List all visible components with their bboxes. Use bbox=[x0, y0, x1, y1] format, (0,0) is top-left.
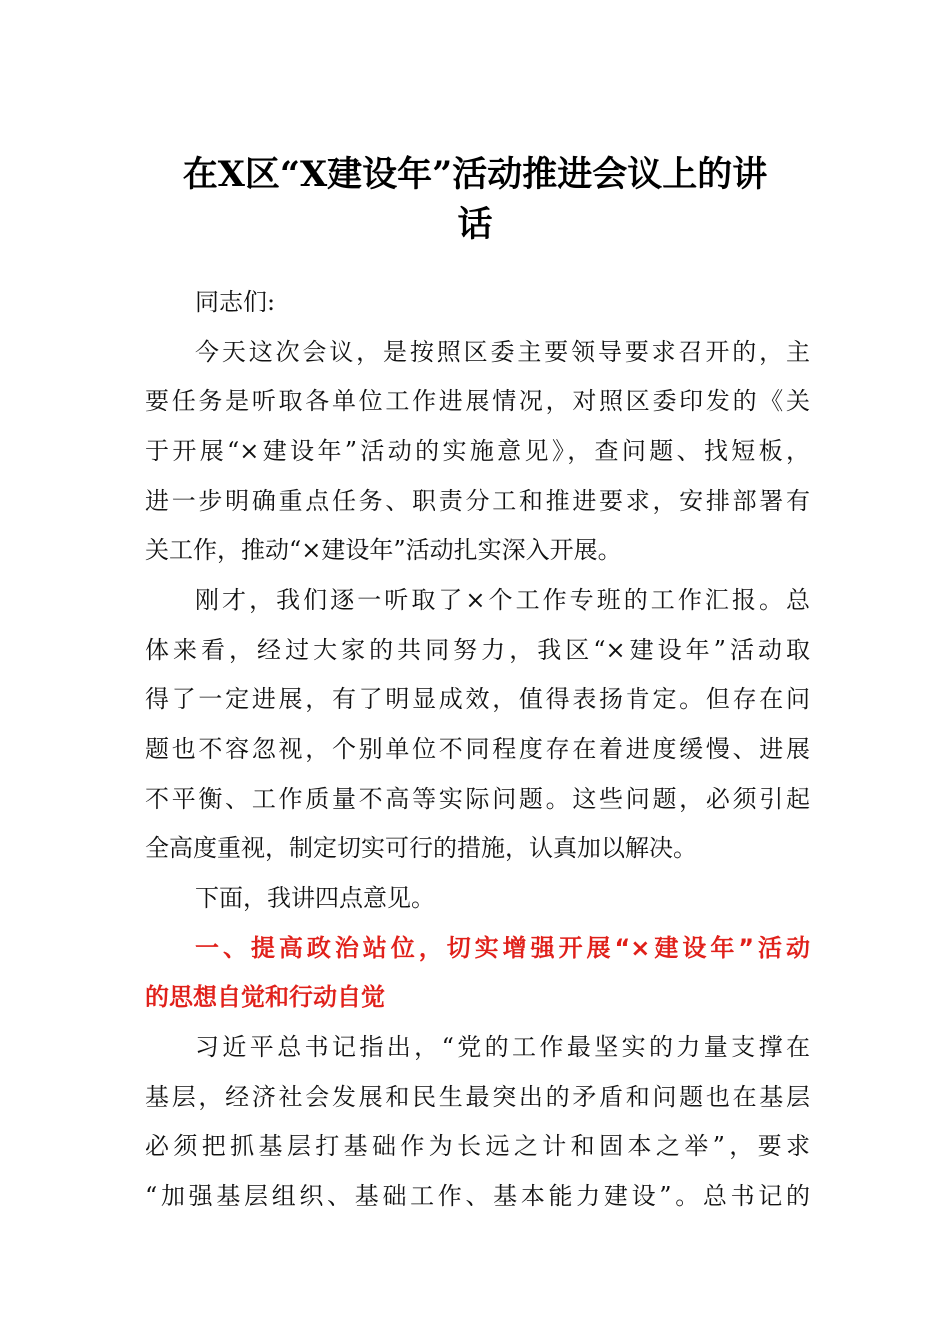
paragraph-line: 体来看，经过大家的共同努力，我区“×建设年”活动取 bbox=[145, 636, 810, 664]
paragraph-line: 题也不容忽视，个别单位不同程度存在着进度缓慢、进展 bbox=[145, 735, 810, 763]
paragraph-line: 关工作，推动“×建设年”活动扎实深入开展。 bbox=[145, 536, 622, 564]
paragraph-line: 进一步明确重点任务、职责分工和推进要求，安排部署有 bbox=[145, 487, 810, 515]
paragraph-line: 全高度重视，制定切实可行的措施，认真加以解决。 bbox=[145, 834, 697, 862]
section-heading-1: 一、提高政治站位，切实增强开展“×建设年”活动 bbox=[195, 934, 810, 962]
section-heading-1-cont: 的思想自觉和行动自觉 bbox=[145, 983, 385, 1011]
paragraph-line: 必须把抓基层打基础作为长远之计和固本之举”，要求 bbox=[145, 1132, 810, 1160]
paragraph-line: 今天这次会议，是按照区委主要领导要求召开的，主 bbox=[195, 338, 810, 366]
paragraph-line: 于开展“×建设年”活动的实施意见》，查问题、找短板， bbox=[145, 437, 810, 465]
paragraph-line: 要任务是听取各单位工作进展情况，对照区委印发的《关 bbox=[145, 387, 810, 415]
paragraph-line: 刚才，我们逐一听取了×个工作专班的工作汇报。总 bbox=[195, 586, 810, 614]
paragraph-line: 下面，我讲四点意见。 bbox=[195, 884, 435, 912]
paragraph-line: 不平衡、工作质量不高等实际问题。这些问题，必须引起 bbox=[145, 785, 810, 813]
paragraph-line: 习近平总书记指出，“党的工作最坚实的力量支撑在 bbox=[195, 1033, 810, 1061]
document-title-line-2: 话 bbox=[457, 204, 493, 245]
salutation: 同志们: bbox=[195, 288, 276, 316]
paragraph-line: “加强基层组织、基础工作、基本能力建设”。总书记的 bbox=[145, 1182, 810, 1210]
paragraph-line: 得了一定进展，有了明显成效，值得表扬肯定。但存在问 bbox=[145, 685, 810, 713]
document-title-line-1: 在X区“X建设年”活动推进会议上的讲 bbox=[182, 154, 768, 195]
paragraph-line: 基层，经济社会发展和民生最突出的矛盾和问题也在基层 bbox=[145, 1083, 810, 1111]
